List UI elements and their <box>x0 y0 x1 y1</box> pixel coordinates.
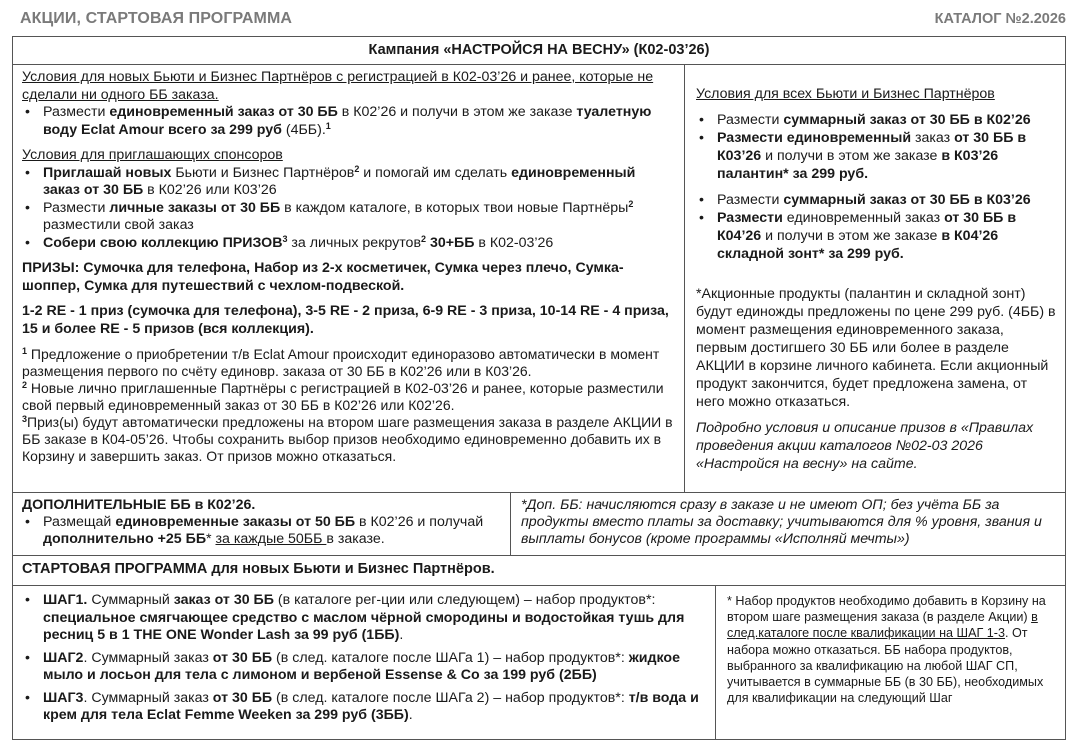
footnote-3: $^3$Приз(ы) будут автоматически предложены на втором шаге размещения заказа в разделе АКЦИИ в ББ заказе в К04-05’26. Чтобы сохранить выбор призов необходимо единовременно добавить их в Корзину и завершить заказ. От призов можно отказаться. <box>22 414 673 464</box>
prizes-list: ПРИЗЫ: Сумочка для телефона, Набор из 2-х косметичек, Сумка через плечо, Сумка-шоппер, Сумка для путешествий с чехлом-подвеской. <box>22 260 624 294</box>
list-item: • Размести личные заказы от 30 ББ в каждом каталоге, в которых твои новые Партнёры$^2$ разместили свой заказ <box>22 200 674 235</box>
all-partners-heading: Условия для всех Бьюти и Бизнес Партнёров <box>696 86 995 102</box>
starter-steps-list <box>22 592 707 725</box>
list-item: • Приглашай новых Бьюти и Бизнес Партнёров$^2$ и помогай им сделать единовременный заказ от 30 ББ в К02’26 или К03’26 <box>22 165 674 200</box>
bonus-heading: ДОПОЛНИТЕЛЬНЫЕ ББ в К02’26. <box>22 497 256 513</box>
left-conditions-panel <box>13 65 685 492</box>
sponsors-heading: Условия для приглашающих спонсоров <box>22 147 283 163</box>
all-partners-list-2 <box>696 191 1057 263</box>
list-item: • Размести единовременный заказ от 30 ББ в К04’26 и получи в этом же заказе в К04’26 складной зонт* за 299 руб. <box>696 209 1057 263</box>
starter-program-heading: СТАРТОВАЯ ПРОГРАММА для новых Бьюти и Бизнес Партнёров. <box>13 556 1065 586</box>
new-partners-list <box>22 104 674 139</box>
bonus-bb-row <box>13 492 1065 556</box>
bonus-bb-panel <box>13 493 511 555</box>
all-partners-list-1 <box>696 111 1057 183</box>
step-2: • ШАГ2. Суммарный заказ от 30 ББ (в след. каталоге после ШАГа 1) – набор продуктов*: жидкое мыло и лосьон для тела с лимоном и вербеной Essense & Co за 199 руб (2ББ) <box>22 650 707 685</box>
list-item: • Размести единовременный заказ от 30 ББ в К02’26 и получи в этом же заказе туалетную воду Eclat Amour всего за 299 руб (4ББ).$^1$ <box>22 104 674 139</box>
list-item: • Собери свою коллекцию ПРИЗОВ$^3$ за личных рекрутов$^2$ 30+ББ в К02-03’26 <box>22 235 674 253</box>
catalog-number: КАТАЛОГ №2.2026 <box>934 11 1066 27</box>
footnote-2: $^2$ Новые лично приглашенные Партнёры с регистрацией в К02-03’26 и ранее, которые разместили свой первый единовременный заказ от 30 ББ в К02’26 или К02’26. <box>22 380 664 413</box>
step-3: • ШАГ3. Суммарный заказ от 30 ББ (в след. каталоге после ШАГа 2) – набор продуктов*: т/в вода и крем для тела Eclat Femme Weeken за 299 руб (3ББ). <box>22 690 707 725</box>
list-item: • Размещай единовременные заказы от 50 ББ в К02’26 и получай дополнительно +25 ББ* за каждые 50ББ в заказе. <box>22 514 502 548</box>
bonus-bb-note: *Доп. ББ: начисляются сразу в заказе и не имеют ОП; без учёта ББ за продукты вместо платы за доставку; учитываются для % уровня, звания и выплаты бонусов (кроме программы «Исполняй мечты») <box>521 497 1042 547</box>
right-conditions-panel <box>685 65 1065 492</box>
page-header <box>20 10 1066 34</box>
starter-note: * Набор продуктов необходимо добавить в Корзину на втором шаге размещения заказа (в разделе Акции) в след.каталоге после квалификации на ШАГ 1-3. От набора можно отказаться. ББ набора продуктов, выбранного за квалификацию на любой ШАГ СП, учитывается в суммарные ББ (в 30 ББ), необходимых для квалификации на следующий Шаг <box>727 594 1046 706</box>
list-item: • Размести суммарный заказ от 30 ББ в К02’26 <box>696 111 1057 129</box>
footnote-1: $^1$ Предложение о приобретении т/в Eclat Amour происходит единоразово автоматически в момент размещения первого по счёту единовр. заказа от 30 ББ в К02’26 или в К03’26. <box>22 346 660 379</box>
sponsor-list <box>22 165 674 253</box>
promo-products-note: *Акционные продукты (палантин и складной зонт) будут единожды предложены по цене 299 руб. (4ББ) в момент размещения единовременного заказа, первым достигшего 30 ББ или более в разделе АКЦИИ в корзине личного кабинета. Если акционный продукт закончится, будет предложена замена, от него можно отказаться. <box>696 286 1056 410</box>
new-partners-heading: Условия для новых Бьюти и Бизнес Партнёров с регистрацией в К02-03’26 и ранее, которые не сделали ни одного ББ заказа. <box>22 69 654 103</box>
promo-table <box>12 36 1066 740</box>
starter-note-panel <box>716 586 1065 739</box>
footnotes <box>22 346 674 465</box>
section-title: АКЦИИ, СТАРТОВАЯ ПРОГРАММА <box>20 10 293 27</box>
starter-steps-panel <box>13 586 716 739</box>
rules-reference: Подробно условия и описание призов в «Правилах проведения акции каталогов №02-03 2026 «Настройся на весну» на сайте. <box>696 420 1034 472</box>
campaign-title: Кампания «НАСТРОЙСЯ НА ВЕСНУ» (К02-03’26) <box>13 37 1065 65</box>
prize-tiers: 1-2 RE - 1 приз (сумочка для телефона), 3-5 RE - 2 приза, 6-9 RE - 3 приза, 10-14 RE - 4 приза, 15 и более RE - 5 призов (вся коллекция). <box>22 303 669 337</box>
list-item: • Размести единовременный заказ от 30 ББ в К03’26 и получи в этом же заказе в К03’26 палантин* за 299 руб. <box>696 129 1057 183</box>
step-1: • ШАГ1. Суммарный заказ от 30 ББ (в каталоге рег-ции или следующем) – набор продуктов*: специальное смягчающее средство с маслом чёрной смородины и водостойкая тушь для ресниц 5 в 1 THE ONE Wonder Lash за 99 руб (1ББ). <box>22 592 707 645</box>
list-item: • Размести суммарный заказ от 30 ББ в К03’26 <box>696 191 1057 209</box>
